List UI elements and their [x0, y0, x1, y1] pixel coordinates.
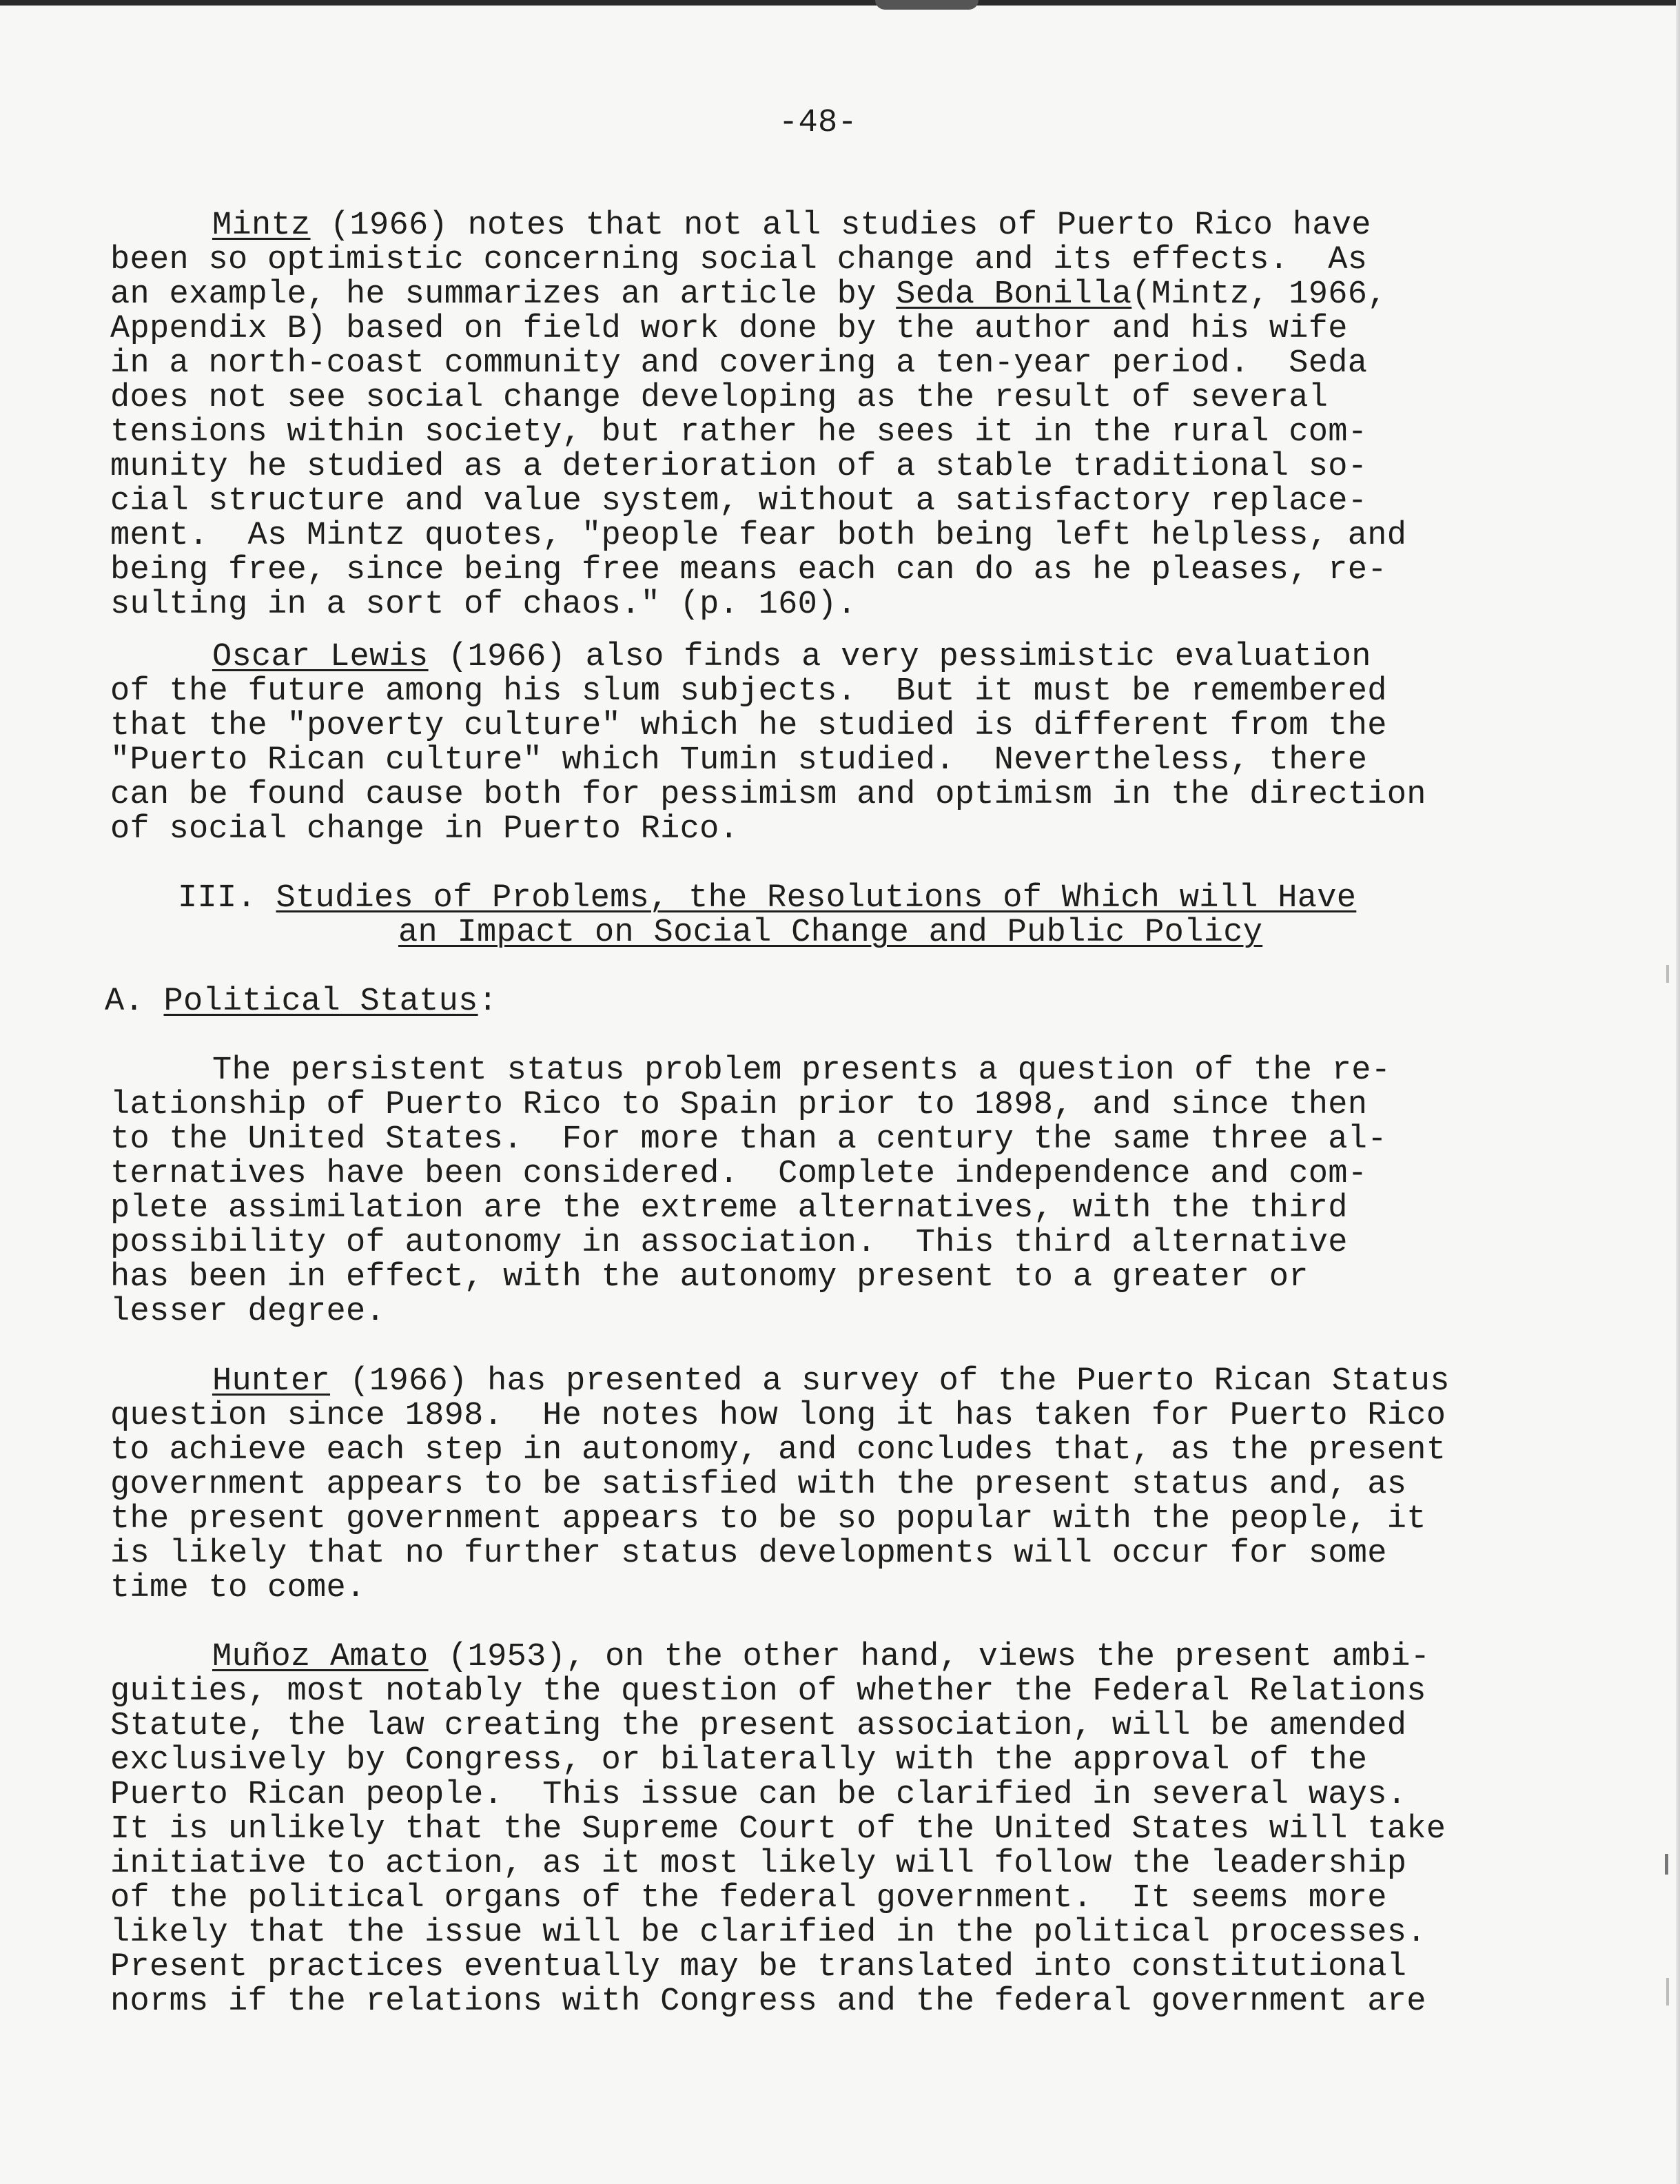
paragraph-5-line: [110, 1675, 1426, 1709]
text-run: ment. As Mintz quotes, "people fear both being left helpless, and: [110, 518, 1407, 554]
paragraph-3-line: [110, 1157, 1367, 1192]
paragraph-1-line: [110, 381, 1328, 416]
text-run: being free, since being free means each can do as he pleases, re-: [110, 552, 1387, 589]
text-run: possibility of autonomy in association. This third alternative: [110, 1225, 1348, 1261]
paragraph-2-line: [110, 709, 1387, 744]
text-run: an example, he summarizes an article by: [110, 276, 897, 313]
paragraph-1-line: [110, 553, 1387, 588]
underlined-text: Mintz: [212, 207, 311, 244]
paragraph-1-line: [212, 209, 1371, 243]
paragraph-5-line: [110, 1778, 1406, 1813]
text-run: It is unlikely that the Supreme Court of the United States will take: [110, 1811, 1446, 1848]
text-run: cial structure and value system, without a satisfactory replace-: [110, 483, 1368, 520]
text-run: of the political organs of the federal government. It seems more: [110, 1880, 1387, 1917]
paragraph-4-line: [110, 1571, 366, 1606]
paragraph-3-line: [110, 1226, 1348, 1261]
text-run: (1966) notes that not all studies of Puerto Rico have: [310, 207, 1371, 244]
text-run: Appendix B) based on field work done by the author and his wife: [110, 311, 1348, 347]
paragraph-1-line: [110, 588, 857, 622]
text-run: lationship of Puerto Rico to Spain prior to 1898, and since then: [110, 1087, 1368, 1123]
text-run: Statute, the law creating the present association, will be amended: [110, 1708, 1407, 1744]
paragraph-5-line: [212, 1640, 1430, 1675]
text-run: is likely that no further status developments will occur for some: [110, 1535, 1387, 1572]
paragraph-1-line: [110, 450, 1367, 484]
underlined-text: Hunter: [212, 1363, 331, 1400]
text-run: (Mintz, 1966,: [1131, 276, 1387, 313]
text-run: (1953), on the other hand, views the present ambi-: [428, 1639, 1431, 1675]
text-run: "Puerto Rican culture" which Tumin studied. Nevertheless, there: [110, 742, 1368, 779]
text-run: A.: [105, 983, 164, 1020]
text-run: the present government appears to be so popular with the people, it: [110, 1501, 1426, 1538]
paragraph-4-line: [110, 1502, 1426, 1537]
text-run: guities, most notably the question of whether the Federal Relations: [110, 1673, 1426, 1710]
paragraph-4-line: [110, 1537, 1387, 1571]
paragraph-3-line: [110, 1088, 1367, 1123]
text-run: sulting in a sort of chaos." (p. 160).: [110, 586, 857, 623]
paragraph-5-line: [110, 1847, 1406, 1881]
paragraph-5-line: [110, 1813, 1446, 1847]
paragraph-3-line: [110, 1123, 1387, 1157]
underlined-text: Oscar Lewis: [212, 639, 429, 675]
underlined-text: an Impact on Social Change and Public Policy: [398, 915, 1263, 951]
text-run: lesser degree.: [110, 1294, 386, 1330]
scan-speck: [1666, 965, 1669, 983]
text-run: plete assimilation are the extreme alternatives, with the third: [110, 1190, 1348, 1227]
text-run: been so optimistic concerning social change and its effects. As: [110, 242, 1368, 278]
paragraph-5-line: [110, 1744, 1367, 1778]
text-run: Present practices eventually may be translated into constitutional: [110, 1949, 1407, 1986]
text-run: The persistent status problem presents a question of the re-: [212, 1052, 1391, 1089]
subsection-heading-line: [105, 985, 498, 1019]
paragraph-5-line: [110, 1985, 1426, 2019]
text-run: exclusively by Congress, or bilaterally with the approval of the: [110, 1742, 1368, 1779]
text-run: that the "poverty culture" which he studied is different from the: [110, 708, 1387, 744]
text-run: has been in effect, with the autonomy present to a greater or: [110, 1259, 1309, 1296]
underlined-text: Studies of Problems, the Resolutions of Which will Have: [276, 880, 1357, 917]
text-run: ternatives have been considered. Complete independence and com-: [110, 1156, 1368, 1192]
section-heading-line: [398, 916, 1262, 950]
paragraph-4-line: [110, 1468, 1406, 1502]
paragraph-1-line: [110, 278, 1387, 312]
text-run: government appears to be satisfied with the present status and, as: [110, 1467, 1407, 1503]
text-run: munity he studied as a deterioration of a stable traditional so-: [110, 449, 1368, 485]
text-run: norms if the relations with Congress and the federal government are: [110, 1983, 1426, 2020]
text-run: likely that the issue will be clarified in the political processes.: [110, 1915, 1426, 1951]
text-run: in a north-coast community and covering a ten-year period. Seda: [110, 345, 1368, 382]
section-heading-line: [178, 881, 1356, 916]
paragraph-2-line: [110, 813, 739, 847]
text-run: :: [478, 983, 498, 1020]
paragraph-5-line: [110, 1950, 1406, 1985]
scan-speck: [1666, 1978, 1669, 2006]
text-run: (1966) also finds a very pessimistic evaluation: [428, 639, 1371, 675]
underlined-text: Muñoz Amato: [212, 1639, 429, 1675]
text-run: time to come.: [110, 1570, 366, 1606]
paragraph-1-line: [110, 416, 1367, 450]
page-number: -48-: [779, 105, 858, 141]
text-run: to achieve each step in autonomy, and concludes that, as the present: [110, 1432, 1446, 1469]
text-run: (1966) has presented a survey of the Puerto Rican Status: [330, 1363, 1450, 1400]
paragraph-4-line: [212, 1365, 1450, 1399]
paragraph-1-line: [110, 519, 1406, 553]
paragraph-5-line: [110, 1709, 1406, 1744]
text-run: can be found cause both for pessimism and optimism in the direction: [110, 777, 1426, 813]
text-run: initiative to action, as it most likely will follow the leadership: [110, 1846, 1407, 1882]
paragraph-1-line: [110, 347, 1367, 381]
paragraph-3-line: [110, 1192, 1348, 1226]
scan-right-edge: [1676, 0, 1680, 2184]
paragraph-3-line: [110, 1295, 385, 1329]
text-run: of social change in Puerto Rico.: [110, 811, 739, 848]
underlined-text: Seda Bonilla: [896, 276, 1132, 313]
paragraph-3-line: [212, 1054, 1391, 1088]
paragraph-4-line: [110, 1433, 1446, 1468]
paragraph-1-line: [110, 312, 1348, 347]
paragraph-2-line: [110, 744, 1367, 778]
text-run: question since 1898. He notes how long it has taken for Puerto Rico: [110, 1398, 1446, 1434]
paragraph-3-line: [110, 1261, 1309, 1295]
scan-speck: [1665, 1854, 1668, 1875]
text-run: tensions within society, but rather he sees it in the rural com-: [110, 414, 1368, 451]
text-run: does not see social change developing as the result of several: [110, 380, 1329, 416]
paragraph-2-line: [110, 675, 1387, 709]
paragraph-2-line: [212, 640, 1371, 675]
paragraph-5-line: [110, 1881, 1387, 1916]
scan-top-edge: [0, 0, 1680, 6]
text-run: of the future among his slum subjects. But it must be remembered: [110, 673, 1387, 710]
underlined-text: Political Status: [163, 983, 478, 1020]
paragraph-5-line: [110, 1916, 1426, 1950]
text-run: to the United States. For more than a century the same three al-: [110, 1121, 1387, 1158]
paragraph-1-line: [110, 243, 1367, 278]
text-run: III.: [178, 880, 276, 917]
scan-top-tab: [875, 0, 979, 10]
paragraph-2-line: [110, 778, 1426, 813]
text-run: Puerto Rican people. This issue can be clarified in several ways.: [110, 1777, 1407, 1813]
paragraph-4-line: [110, 1399, 1446, 1433]
paragraph-1-line: [110, 484, 1367, 519]
